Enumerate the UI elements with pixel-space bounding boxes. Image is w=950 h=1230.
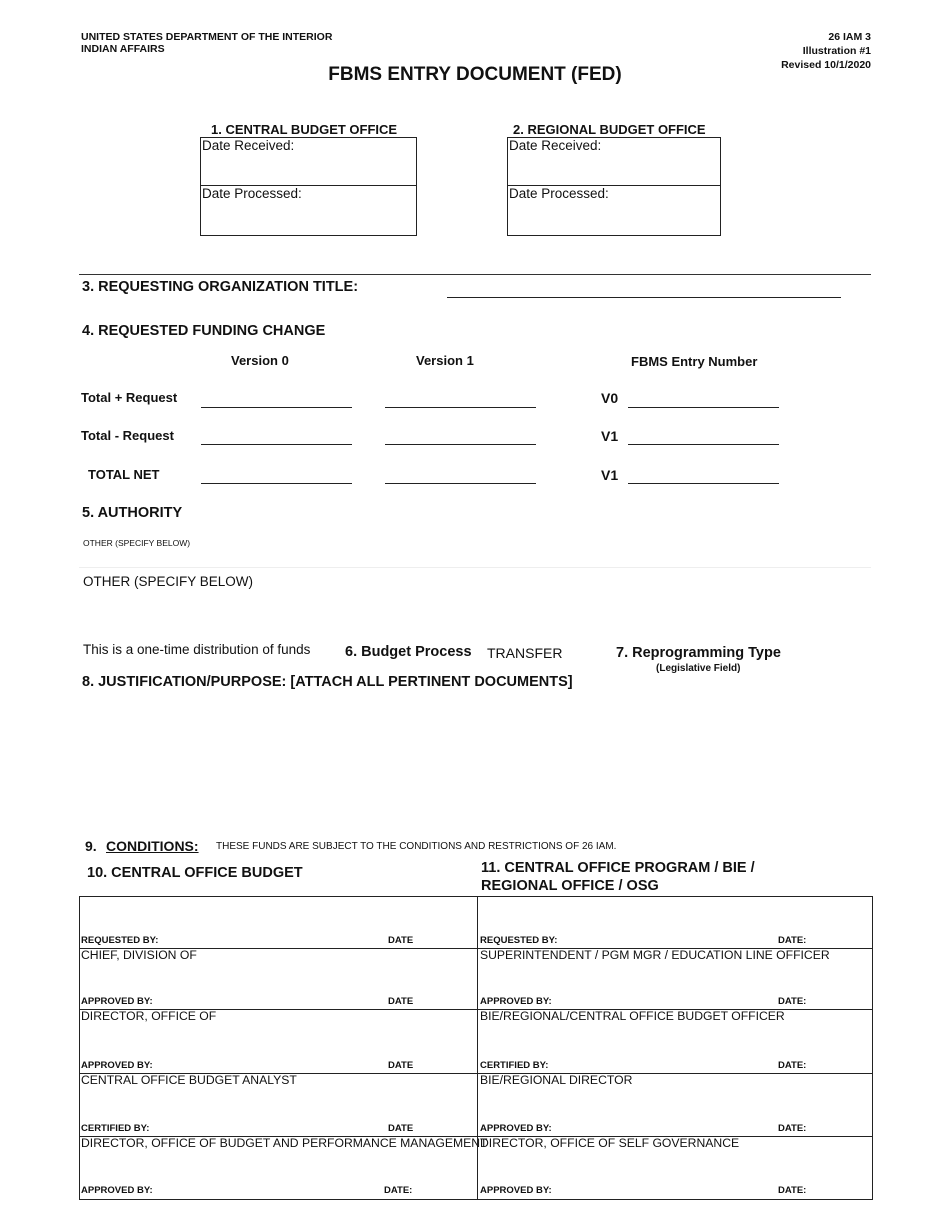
requested-funding-change-label: 4. REQUESTED FUNDING CHANGE [82,323,326,339]
revision-date: Revised 10/1/2020 [781,59,871,71]
regional-director-approved-by-label: APPROVED BY: [480,1123,552,1134]
conditions-label: CONDITIONS: [106,838,199,854]
budget-analyst-certified-by-label: CERTIFIED BY: [81,1123,150,1134]
central-office-program-label-line1: 11. CENTRAL OFFICE PROGRAM / BIE / [481,860,755,876]
co-budget-requested-date-label: DATE [388,935,414,946]
entry-net-v1-input[interactable] [628,483,779,484]
chief-division-approved-by-label: APPROVED BY: [81,996,153,1007]
central-date-processed-field[interactable] [201,186,416,233]
regional-budget-office-box [507,137,721,236]
total-plus-request-label: Total + Request [81,390,178,405]
fbms-entry-number-header: FBMS Entry Number [631,354,758,369]
budget-process-label: 6. Budget Process [345,644,472,660]
superintendent-date-label: DATE: [778,996,807,1007]
reprogramming-type-label: 7. Reprogramming Type [616,645,781,661]
entry-net-v1-label: V1 [601,467,619,483]
entry-v1-input[interactable] [628,444,779,445]
central-office-budget-label: 10. CENTRAL OFFICE BUDGET [87,865,303,881]
total-net-version0-input[interactable] [201,483,352,484]
central-date-received-field[interactable] [201,138,416,186]
central-date-processed-label: Date Processed: [202,186,302,201]
signature-grid-divider [477,897,478,1199]
director-obpm-date-label: DATE: [384,1185,413,1196]
director-obpm-signature-field[interactable] [81,1151,473,1184]
director-obpm-title: DIRECTOR, OFFICE OF BUDGET AND PERFORMANCE MANAGEMENT [81,1136,488,1150]
program-requested-by-field[interactable] [480,899,868,933]
program-requested-by-label: REQUESTED BY: [480,935,558,946]
regional-director-date-label: DATE: [778,1123,807,1134]
regional-director-signature-field[interactable] [480,1088,868,1122]
director-office-title: DIRECTOR, OFFICE OF [81,1009,217,1023]
budget-officer-certified-by-label: CERTIFIED BY: [480,1060,549,1071]
director-self-governance-approved-by-label: APPROVED BY: [480,1185,552,1196]
bureau-name: INDIAN AFFAIRS [81,43,165,55]
central-office-program-label-line2: REGIONAL OFFICE / OSG [481,878,659,894]
entry-v0-input[interactable] [628,407,779,408]
total-plus-version1-input[interactable] [385,407,536,408]
superintendent-title: SUPERINTENDENT / PGM MGR / EDUCATION LINE OFFICER [480,948,830,962]
version1-column-header: Version 1 [416,353,474,368]
total-minus-request-label: Total - Request [81,428,174,443]
page-title: FBMS ENTRY DOCUMENT (FED) [328,64,622,85]
superintendent-signature-field[interactable] [480,963,868,995]
illustration-number: Illustration #1 [802,45,871,57]
distribution-note: This is a one-time distribution of funds [83,642,311,657]
central-budget-office-box [200,137,417,236]
superintendent-approved-by-label: APPROVED BY: [480,996,552,1007]
conditions-number: 9. [85,838,97,854]
chief-division-signature-field[interactable] [81,963,473,995]
regional-date-processed-field[interactable] [508,186,720,233]
total-plus-version0-input[interactable] [201,407,352,408]
co-budget-requested-by-field[interactable] [81,899,473,933]
signature-grid [79,896,873,1200]
chief-division-date-label: DATE [388,996,414,1007]
director-self-governance-signature-field[interactable] [480,1151,868,1184]
entry-v0-label: V0 [601,390,619,406]
program-requested-date-label: DATE: [778,935,807,946]
chief-division-title: CHIEF, DIVISION OF [81,948,197,962]
justification-purpose-label: 8. JUSTIFICATION/PURPOSE: [ATTACH ALL PERTINENT DOCUMENTS] [82,674,573,690]
authority-specify-text[interactable]: OTHER (SPECIFY BELOW) [83,574,254,589]
section-divider [79,274,871,275]
director-self-governance-date-label: DATE: [778,1185,807,1196]
director-self-governance-title: DIRECTOR, OFFICE OF SELF GOVERNANCE [480,1136,740,1150]
director-office-date-label: DATE [388,1060,414,1071]
director-office-signature-field[interactable] [81,1024,473,1059]
total-net-label: TOTAL NET [88,467,160,482]
co-budget-requested-by-label: REQUESTED BY: [81,935,159,946]
budget-process-value[interactable]: TRANSFER [487,645,563,661]
total-minus-version1-input[interactable] [385,444,536,445]
requesting-organization-label: 3. REQUESTING ORGANIZATION TITLE: [82,279,359,295]
budget-officer-date-label: DATE: [778,1060,807,1071]
director-office-approved-by-label: APPROVED BY: [81,1060,153,1071]
justification-purpose-field[interactable] [82,696,871,826]
manual-reference: 26 IAM 3 [828,31,871,43]
authority-divider [79,567,871,568]
entry-v1-label: V1 [601,428,619,444]
budget-officer-signature-field[interactable] [480,1024,868,1059]
budget-analyst-date-label: DATE [388,1123,414,1134]
regional-date-received-label: Date Received: [509,138,602,153]
budget-officer-title: BIE/REGIONAL/CENTRAL OFFICE BUDGET OFFICER [480,1009,785,1023]
regional-director-title: BIE/REGIONAL DIRECTOR [480,1073,633,1087]
requesting-organization-input[interactable] [447,297,841,298]
reprogramming-type-sublabel: (Legislative Field) [656,663,741,674]
budget-analyst-title: CENTRAL OFFICE BUDGET ANALYST [81,1073,297,1087]
department-name: UNITED STATES DEPARTMENT OF THE INTERIOR [81,31,333,43]
regional-date-received-field[interactable] [508,138,720,186]
total-minus-version0-input[interactable] [201,444,352,445]
regional-budget-office-title: 2. REGIONAL BUDGET OFFICE [513,122,706,137]
regional-date-processed-label: Date Processed: [509,186,609,201]
conditions-text: THESE FUNDS ARE SUBJECT TO THE CONDITIONS AND RESTRICTIONS OF 26 IAM. [216,841,617,852]
central-date-received-label: Date Received: [202,138,295,153]
director-obpm-approved-by-label: APPROVED BY: [81,1185,153,1196]
central-budget-office-title: 1. CENTRAL BUDGET OFFICE [211,122,398,137]
authority-select[interactable]: OTHER (SPECIFY BELOW) [83,538,191,548]
authority-label: 5. AUTHORITY [82,505,183,521]
total-net-version1-input[interactable] [385,483,536,484]
version0-column-header: Version 0 [231,353,289,368]
budget-analyst-signature-field[interactable] [81,1088,473,1122]
